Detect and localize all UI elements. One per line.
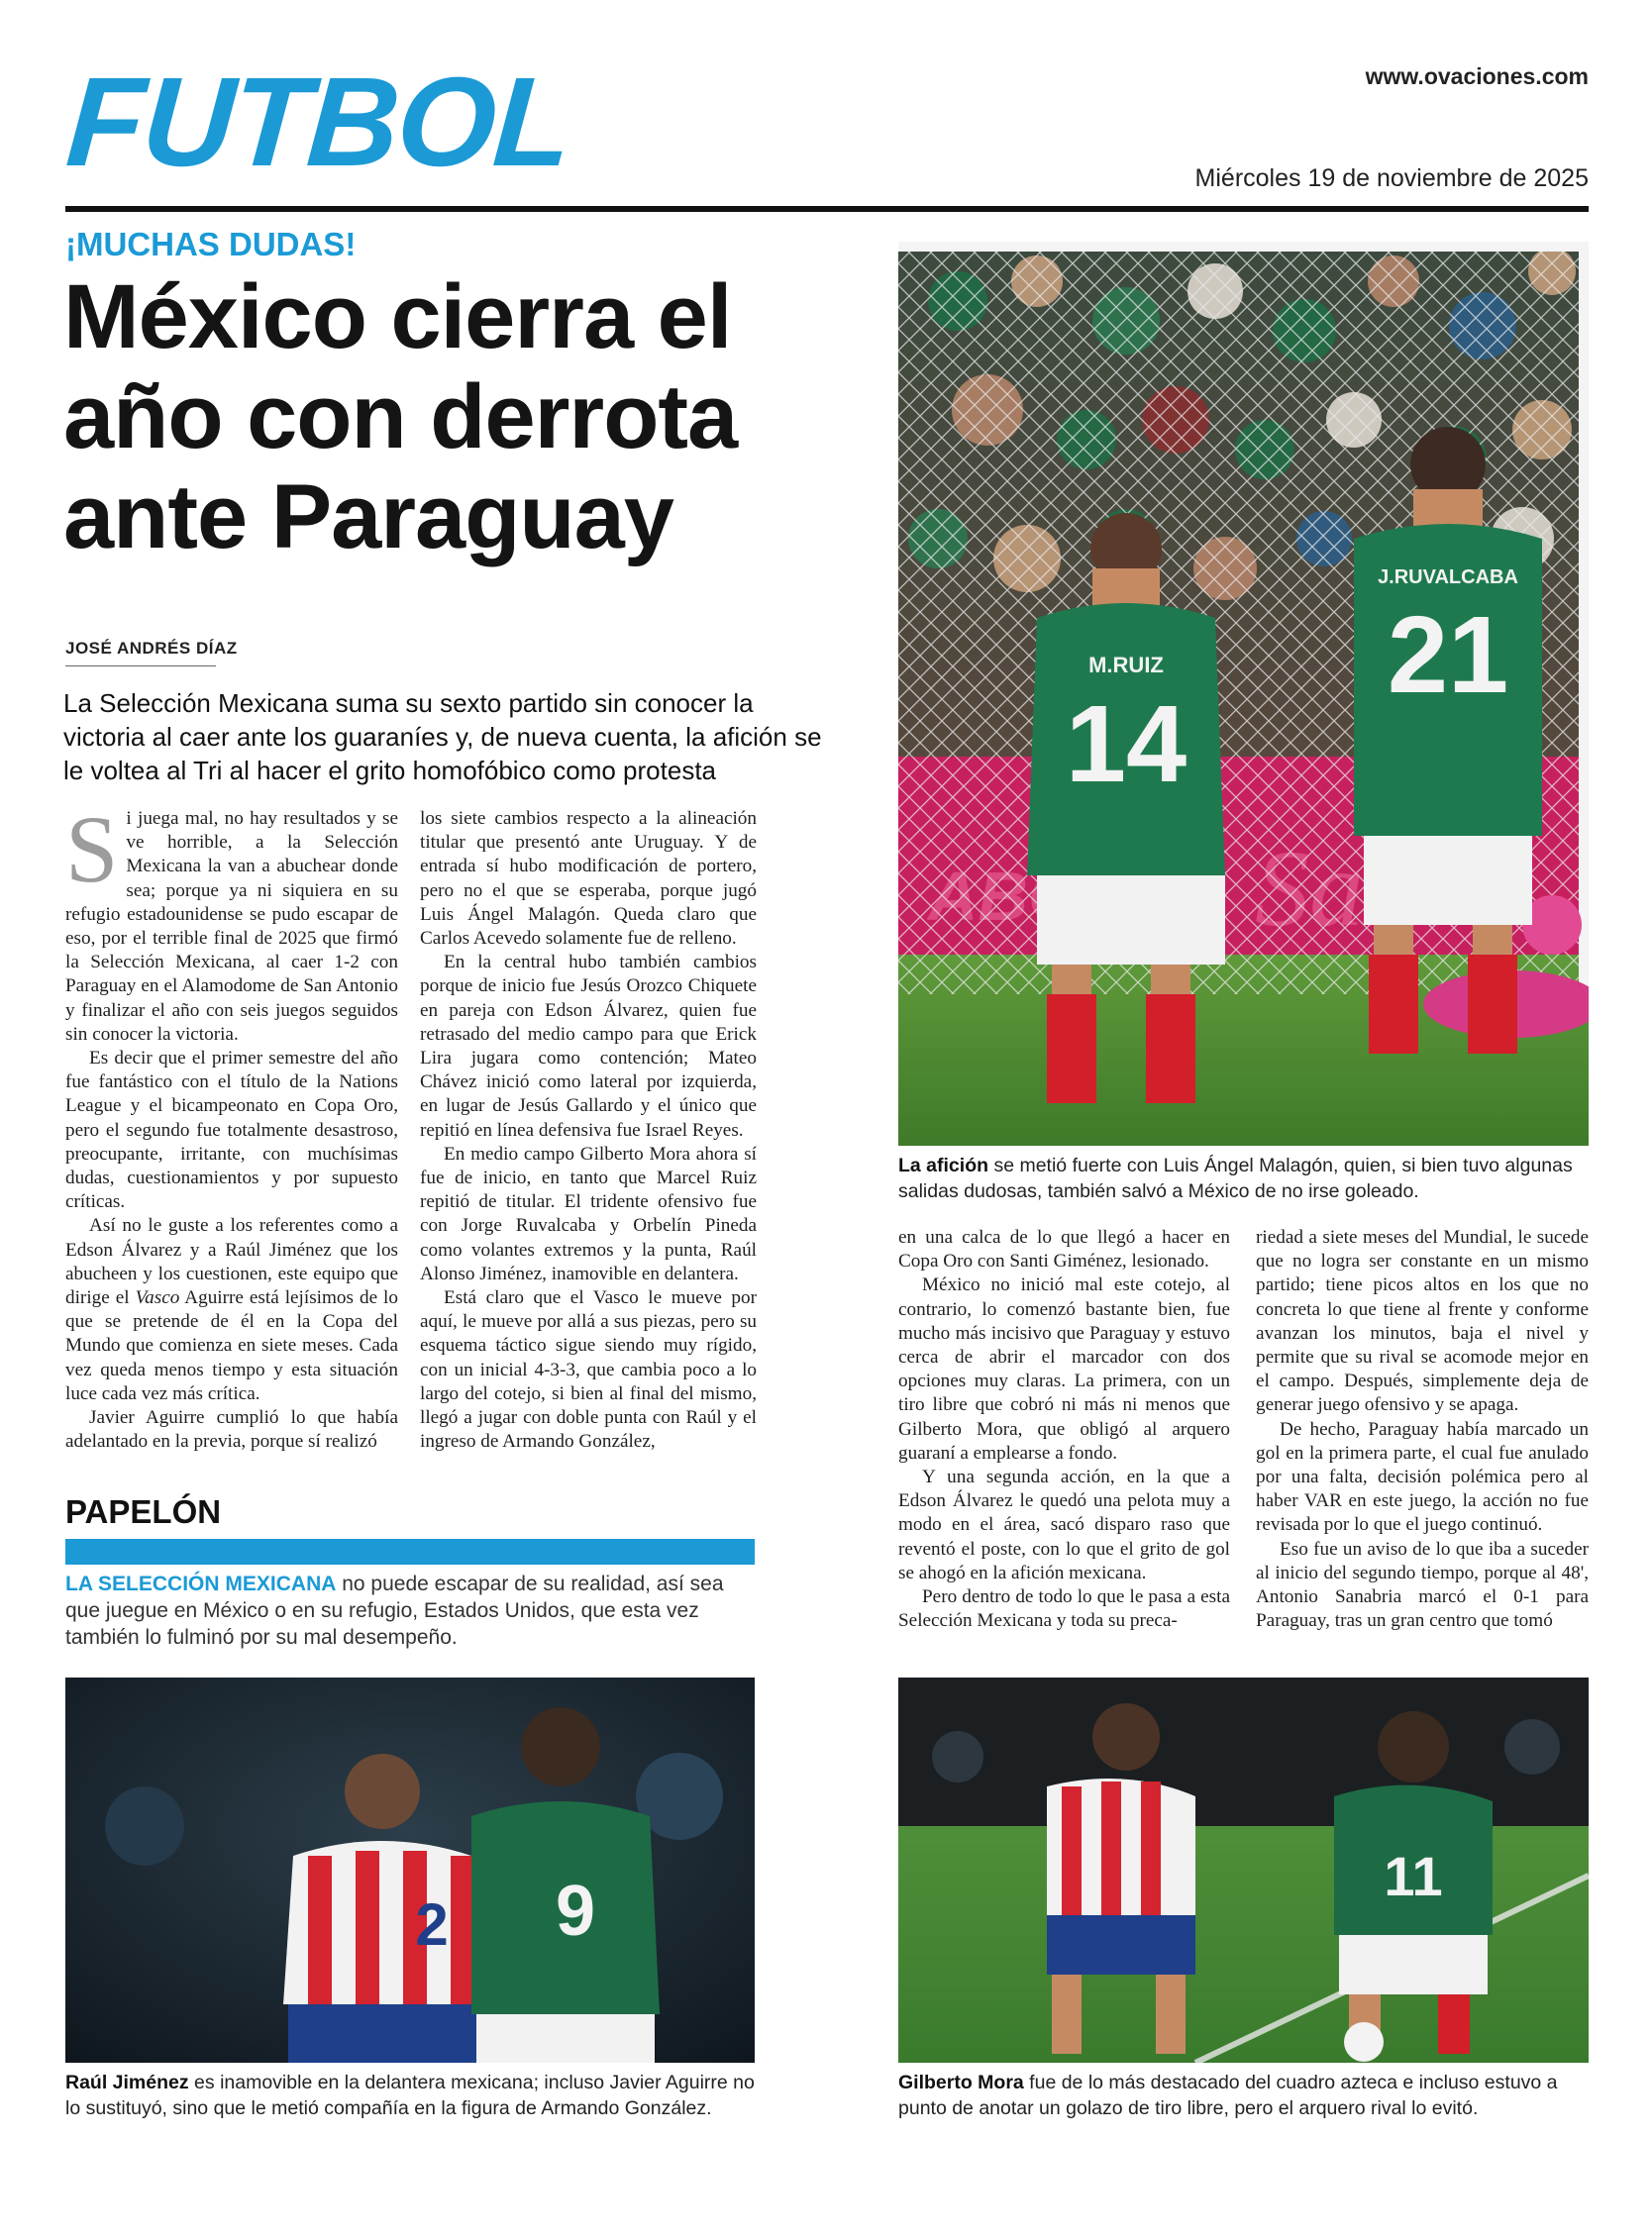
caption-text: fue de lo más destacado del cuadro azteca e incluso estuvo a punto de anotar un golazo de tiro libre, pero el arquero rival lo evitó.: [898, 2072, 1558, 2119]
article-column-1: [65, 796, 398, 1454]
sidebar-title: PAPELÓN: [65, 1493, 222, 1530]
sidebar-accent-bar: [65, 1539, 755, 1565]
caption-lead: La afición: [898, 1155, 989, 1176]
jersey-number: 14: [1065, 683, 1187, 805]
jersey-number: 11: [1384, 1845, 1443, 1907]
paragraph: De hecho, Paraguay había marcado un gol en la primera parte, el cual fue anulado por una falta, decisión polémica pero al haber VAR en este juego, la acción no fue revisada por lo que el juego continuó.: [1256, 1418, 1589, 1536]
bottom-left-caption: [65, 2070, 755, 2121]
paragraph: Eso fue un aviso de lo que iba a suceder al inicio del segundo tiempo, porque al 48', Antonio Sanabria marcó el 0-1 para Paraguay, tras un gran centro que tomó: [1256, 1538, 1589, 1632]
bottom-left-photo[interactable]: [65, 1678, 755, 2063]
paragraph-text: Aguirre está lejísimos de lo que se pretende de él en la Copa del Mundo que comienza en siete meses. Cada vez queda menos tiempo y esta situación luce cada vez más crítica.: [65, 1287, 398, 1404]
paragraph: Pero dentro de todo lo que le pasa a esta Selección Mexicana y toda su preca-: [898, 1586, 1230, 1632]
paragraph: [65, 1214, 398, 1406]
paragraph-text: Así no le guste a los referentes como a Edson Álvarez y a Raúl Jiménez que los abucheen y los cuestionen, este equipo que dirige el: [65, 1215, 398, 1309]
caption-lead: Gilberto Mora: [898, 2072, 1024, 2093]
paragraph: México no inició mal este cotejo, al contrario, lo comenzó bastante bien, fue mucho más incisivo que Paraguay y estuvo cerca de abrir el marcador con dos opciones muy claras. La primera, con un tiro libre que cobró ni más ni menos que Gilberto Mora, que obligó al arquero guaraní a emplearse a fondo.: [898, 1274, 1230, 1464]
paragraph-text: i juega mal, no hay resultados y se ve horrible, a la Selección Mexicana la van a abuchear donde sea; porque ya ni siquiera en su refugio estadounidense se pudo escapar de eso, por el terrible final de 2025 que firmó la Selección Mexicana, al caer 1-2 con Paraguay en el Alamodome de San Antonio y finalizar el año con seis juegos seguidos sin conocer la victoria.: [65, 808, 398, 1045]
bottom-right-caption: [898, 2070, 1589, 2121]
kicker: ¡MUCHAS DUDAS!: [65, 226, 357, 262]
caption-text: es inamovible en la delantera mexicana; incluso Javier Aguirre no lo sustituyó, sino que le metió compañía en la figura de Armando González.: [65, 2072, 755, 2119]
sidebar-body: no puede escapar de su realidad, así sea que juegue en México o en su refugio, Estados Unidos, que esta vez también lo fulminó por su mal desempeño.: [65, 1573, 724, 1649]
paragraph: Está claro que el Vasco le mueve por aquí, le mueve por allá a sus piezas, pero su esquema táctico sigue siendo muy rígido, con un inicial 4-3-3, que cambia poco a lo largo del cotejo, si bien al final del mismo, llegó a jugar con doble punta con Raúl y el ingreso de Armando González,: [420, 1287, 757, 1453]
site-url[interactable]: www.ovaciones.com: [1365, 63, 1589, 89]
paragraph: Es decir que el primer semestre del año fue fantástico con el título de la Nations League y el bicampeonato en Copa Oro, pero el segundo fue totalmente desastroso, preocupante, irritante, con muchísimas dudas, cuestionamientos y por supuesto críticas.: [65, 1048, 398, 1213]
main-photo-caption: [898, 1153, 1589, 1204]
bottom-right-photo[interactable]: [898, 1678, 1589, 2063]
paragraph: Javier Aguirre cumplió lo que había adelantado en la previa, porque sí realizó: [65, 1407, 398, 1453]
header-rule: [65, 206, 1589, 212]
publication-date: Miércoles 19 de noviembre de 2025: [1194, 164, 1589, 192]
jersey-number: 2: [415, 1891, 449, 1958]
byline-rule: [65, 665, 216, 666]
deck: La Selección Mexicana suma su sexto partido sin conocer la victoria al caer ante los guaraníes y, de nueva cuenta, la afición se le voltea al Tri al hacer el grito homofóbico como protesta: [63, 688, 822, 785]
byline: JOSÉ ANDRÉS DÍAZ: [65, 639, 238, 658]
sidebar-text: [65, 1571, 749, 1651]
headline: México cierra el año con derrota ante Paraguay: [63, 266, 738, 567]
jersey-number: 9: [555, 1872, 596, 1951]
paragraph: en una calca de lo que llegó a hacer en Copa Oro con Santi Giménez, lesionado.: [898, 1227, 1230, 1273]
sidebar-lead: LA SELECCIÓN MEXICANA: [65, 1573, 337, 1595]
paragraph: [65, 796, 398, 1047]
jersey-number: 21: [1387, 594, 1509, 716]
article-column-2: [420, 807, 757, 1454]
jersey-name: J.RUVALCABA: [1378, 566, 1518, 588]
main-photo[interactable]: [898, 242, 1589, 1146]
caption-lead: Raúl Jiménez: [65, 2072, 189, 2093]
paragraph: Y una segunda acción, en la que a Edson Álvarez le quedó una pelota muy a modo en el área, sacó disparo raso que reventó el poste, con lo que el grito de gol se ahogó en la afición mexicana.: [898, 1467, 1230, 1583]
paragraph: En la central hubo también cambios porque de inicio fue Jesús Orozco Chiquete en pareja con Edson Álvarez, quien fue retrasado del medio campo para que Erick Lira jugara como contención; Mateo Chávez inició como lateral por izquierda, en lugar de Jesús Gallardo y el único que repitió en línea defensiva fue Israel Reyes.: [420, 952, 757, 1141]
drop-cap: S: [65, 796, 119, 902]
jersey-name: M.RUIZ: [1088, 653, 1164, 677]
caption-text: se metió fuerte con Luis Ángel Malagón, quien, si bien tuvo algunas salidas dudosas, también salvó a México de no irse goleado.: [898, 1155, 1573, 1202]
paragraph: riedad a siete meses del Mundial, le sucede que no logra ser constante en un mismo partido; tiene picos altos en los que no concreta lo que tiene al frente y conforme avanzan los minutos, baja el nivel y permite que su rival se acomode mejor en el campo. Después, simplemente deja de generar juego ofensivo y se apaga.: [1256, 1227, 1589, 1416]
ball-icon: [1344, 2022, 1384, 2062]
paragraph-emphasis: Vasco: [135, 1287, 180, 1309]
paragraph: los siete cambios respecto a la alineación titular que presentó ante Uruguay. Y de entrada sí hubo modificación de portero, pero no el que se esperaba, porque jugó Luis Ángel Malagón. Queda claro que Carlos Acevedo solamente fue de relleno.: [420, 808, 757, 950]
article-column-4: [1256, 1226, 1589, 1633]
paragraph: En medio campo Gilberto Mora ahora sí fue de inicio, en tanto que Marcel Ruiz repitió de titular. El tridente ofensivo fue con Jorge Ruvalcaba y Orbelín Pineda como volantes extremos y la punta, Raúl Alonso Jiménez, inamovible en delantera.: [420, 1143, 757, 1284]
article-column-3: [898, 1226, 1230, 1633]
section-title: FUTBOL: [62, 51, 575, 193]
